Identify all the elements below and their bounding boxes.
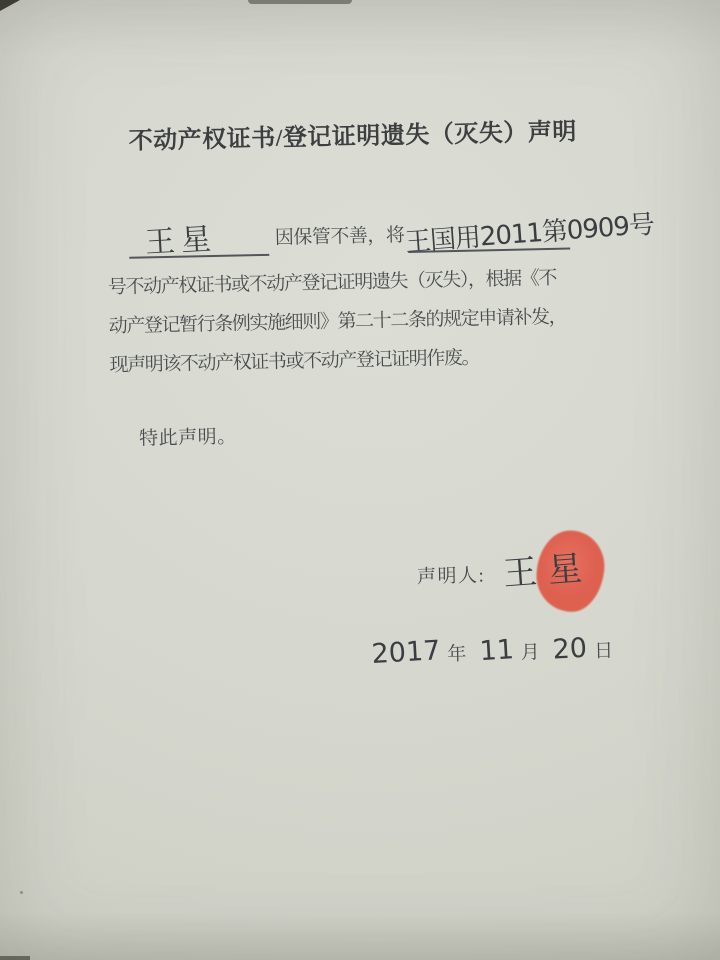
year-label: 年 <box>447 643 467 666</box>
signature-handwriting: 王星 <box>501 547 595 595</box>
certificate-number-handwriting: 王国用2011第0909号 <box>403 209 655 258</box>
closing-statement: 特此声明。 <box>138 426 237 450</box>
paragraph-line-1 <box>128 208 655 261</box>
paragraph-line-3: 动产登记暂行条例实施细则》第二十二条的规定申请补发， <box>108 306 567 338</box>
declarant-name-handwriting: 王星 <box>144 221 219 261</box>
photo-bottom-shadow <box>0 956 30 960</box>
certificate-number-blank <box>403 208 655 258</box>
date-month-handwriting: 11 <box>478 634 515 668</box>
line1-printed-text: 因保管不善，将 <box>274 225 405 249</box>
declarant-label: 声明人: <box>416 565 486 588</box>
month-label: 月 <box>520 642 540 664</box>
document-title: 不动产权证书/登记证明遗失（灭失）声明 <box>128 119 578 155</box>
date-line <box>371 633 613 669</box>
paragraph-line-4: 现声明该不动产权证书或不动产登记证明作废。 <box>109 347 480 377</box>
photo-top-shadow <box>248 0 352 4</box>
paragraph-line-2: 号不动产权证书或不动产登记证明遗失（灭失），根据《不 <box>107 267 557 299</box>
date-day-handwriting: 20 <box>551 632 588 666</box>
paper-speck <box>20 891 23 894</box>
declarant-name-blank <box>128 214 269 259</box>
date-year-handwriting: 2017 <box>370 635 442 670</box>
day-label: 日 <box>593 640 614 663</box>
